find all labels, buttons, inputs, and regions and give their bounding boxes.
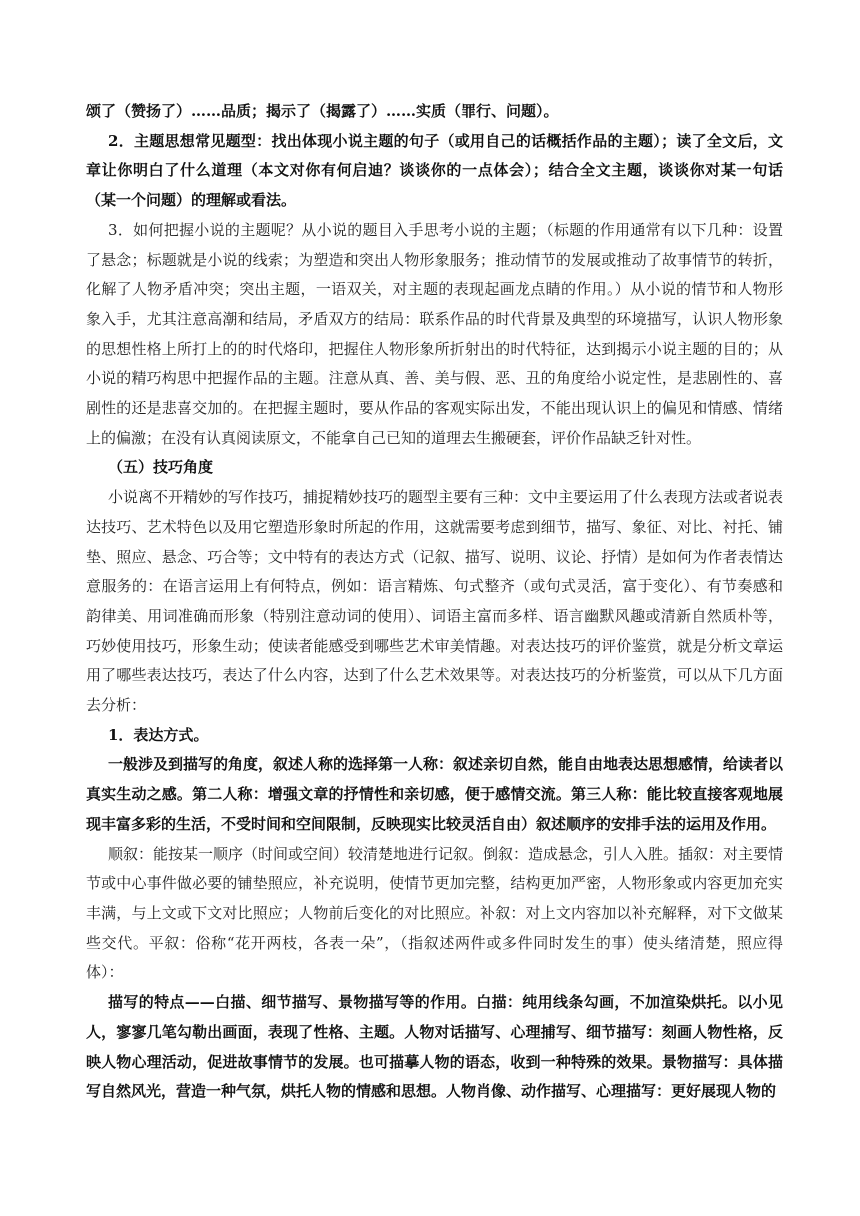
- subheading-expression-modes: 1．表达方式。: [108, 725, 209, 744]
- paragraph-description-features: 描写的特点——白描、细节描写、景物描写等的作用。白描：纯用线条勾画，不加渲染烘托。以小见人，寥寥几笔勾勒出画面，表现了性格、主题。人物对话描写、心理捕写、细节描写：刻画人物性格，反映人物心理活动，促进故事情节的发展。也可描摹人物的语态，收到一种特殊的效果。景物描写：具体描写自然风光，营造一种气氛，烘托人物的情感和思想。人物肖像、动作描写、心理描写：更好展现人物的: [86, 993, 783, 1101]
- paragraph-narrative-order: 顺叙：能按某一顺序（时间或空间）较清楚地进行记叙。倒叙：造成悬念，引人入胜。插叙：对主要情节或中心事件做必要的铺垫照应，补充说明，使情节更加完整，结构更加严密，人物形象或内容更加充实丰满，与上文或下文对比照应；人物前后变化的对比照应。补叙：对上文内容加以补充解释，对下文做某些交代。平叙：俗称“花开两枝，各表一朵”，（指叙述两件或多件同时发生的事）使头绪清楚，照应得体）：: [86, 844, 784, 982]
- paragraph-praise-summary: 颂了（赞扬了）……品质；揭示了（揭露了）……实质（罪行、问题）。: [86, 102, 559, 120]
- paragraph-theme-question-types: 2．主题思想常见题型：找出体现小说主题的句子（或用自己的话概括作品的主题）；读了全文后，文章让你明白了什么道理（本文对你有何启迪？谈谈你的一点体会）；结合全文主题，谈谈你对某一句话（某一个问题）的理解或看法。: [86, 131, 783, 210]
- paragraph-grasp-theme: 3．如何把握小说的主题呢？从小说的题目入手思考小说的主题；（标题的作用通常有以下几种：设置了悬念；标题就是小说的线索；为塑造和突出人物形象服务；推动情节的发展或推动了故事情节的转折，化解了人物矛盾冲突；突出主题，一语双关，对主题的表现起画龙点睛的作用。）从小说的情节和人物形象入手，尤其注意高潮和结局，矛盾双方的结局：联系作品的时代背景及典型的环境描写，认识人物形象的思想性格上所打上的的时代烙印，把握住人物形象所折射出的时代特征，达到揭示小说主题的目的；从小说的精巧构思中把握作品的主题。注意从真、善、美与假、恶、丑的角度给小说定性，是悲剧性的、喜剧性的还是悲喜交加的。在把握主题时，要从作品的客观实际出发，不能出现认识上的偏见和情感、情绪上的偏激；在没有认真阅读原文，不能拿自己已知的道理去生搬硬套，评价作品缺乏针对性。: [86, 220, 783, 447]
- paragraph-technique-intro: 小说离不开精妙的写作技巧，捕捉精妙技巧的题型主要有三种：文中主要运用了什么表现方法或者说表达技巧、艺术特色以及用它塑造形象时所起的作用，这就需要考虑到细节，描写、象征、对比、衬托、铺垫、照应、悬念、巧合等；文中特有的表达方式（记叙、描写、说明、议论、抒情）是如何为作者表情达意服务的：在语言运用上有何特点，例如：语言精炼、句式整齐（或句式灵活，富于变化）、有节奏感和韵律美、用词准确而形象（特别注意动词的使用）、词语主富而多样、语言幽默风趣或清新自然质朴等，巧妙使用技巧，形象生动；使读者能感受到哪些艺术审美情趣。对表达技巧的评价鉴赏，就是分析文章运用了哪些表达技巧，表达了什么内容，达到了什么艺术效果等。对表达技巧的分析鉴赏，可以从下几方面去分析：: [86, 488, 784, 715]
- paragraph-narrative-person: 一般涉及到描写的角度，叙述人称的选择第一人称：叙述亲切自然，能自由地表达思想感情，给读者以真实生动之感。第二人称：增强文章的抒情性和亲切感，便于感情交流。第三人称：能比较直接客观地展现丰富多彩的生活，不受时间和空间限制，反映现实比较灵活自由）叙述顺序的安排手法的运用及作用。: [86, 755, 784, 833]
- section-heading-technique: （五）技巧角度: [108, 458, 214, 477]
- document-page: [86, 97, 783, 1107]
